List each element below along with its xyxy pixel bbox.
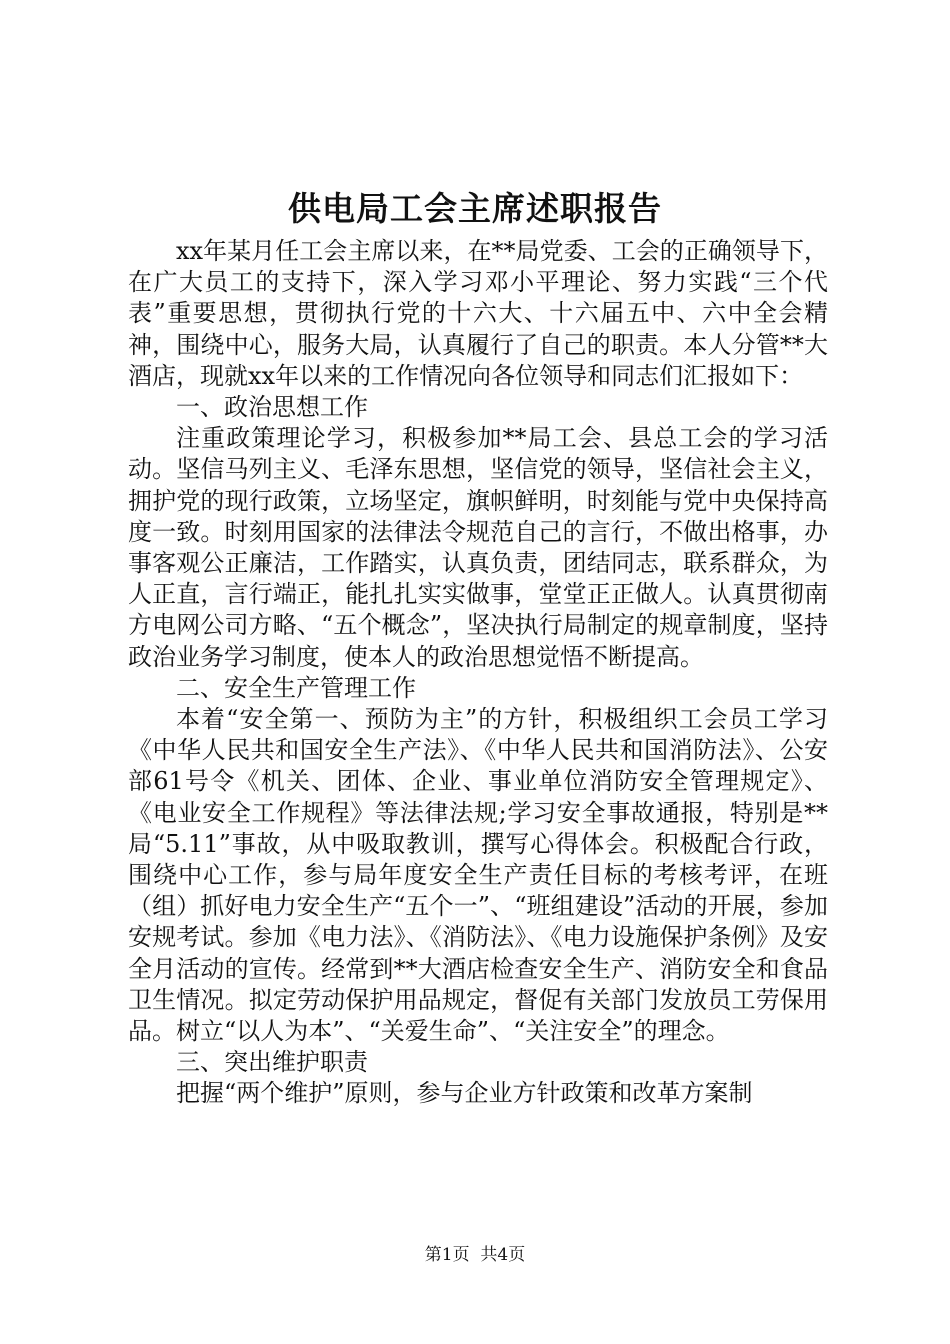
section-heading-1: 一、政治思想工作 bbox=[176, 393, 368, 422]
page-footer bbox=[0, 1240, 950, 1270]
document-title: 供电局工会主席述职报告 bbox=[288, 189, 662, 228]
section-heading-2: 二、安全生产管理工作 bbox=[176, 673, 416, 702]
page-number-label: 第1页 共4页 bbox=[424, 1245, 526, 1265]
document-body bbox=[128, 236, 828, 1110]
section-heading-3: 三、突出维护职责 bbox=[176, 1048, 368, 1077]
paragraph-duties: 把握“两个维护”原则，参与企业方针政策和改革方案制 bbox=[176, 1079, 753, 1108]
paragraph-political: 注重政策理论学习，积极参加**局工会、县总工会的学习活动。坚信马列主义、毛泽东思想，坚信党的领导，坚信社会主义，拥护党的现行政策，立场坚定，旗帜鲜明，时刻能与党中央保持高度一致。时刻用国家的法律法令规范自己的言行，不做出格事，办事客观公正廉洁，工作踏实，认真负责，团结同志，联系群众，为人正直，言行端正，能扎扎实实做事，堂堂正正做人。认真贯彻南方电网公司方略、“五个概念”，坚决执行局制定的规章制度，坚持政治业务学习制度，使本人的政治思想觉悟不断提高。 bbox=[128, 424, 828, 671]
paragraph-intro: xx年某月任工会主席以来，在**局党委、工会的正确领导下，在广大员工的支持下，深入学习邓小平理论、努力实践“三个代表”重要思想，贯彻执行党的十六大、十六届五中、六中全会精神，围绕中心，服务大局，认真履行了自己的职责。本人分管**大酒店，现就xx年以来的工作情况向各位领导和同志们汇报如下： bbox=[128, 237, 828, 390]
paragraph-safety: 本着“安全第一、预防为主”的方针，积极组织工会员工学习《中华人民共和国安全生产法》、《中华人民共和国消防法》、公安部61号令《机关、团体、企业、事业单位消防安全管理规定》、《电业安全工作规程》等法律法规;学习安全事故通报，特别是**局“5.11”事故，从中吸取教训，撰写心得体会。积极配合行政，围绕中心工作，参与局年度安全生产责任目标的考核考评，在班（组）抓好电力安全生产“五个一”、“班组建设”活动的开展，参加安规考试。参加《电力法》、《消防法》、《电力设施保护条例》及安全月活动的宣传。经常到**大酒店检查安全生产、消防安全和食品卫生情况。拟定劳动保护用品规定，督促有关部门发放员工劳保用品。树立“以人为本”、“关爱生命”、“关注安全”的理念。 bbox=[128, 705, 828, 1046]
